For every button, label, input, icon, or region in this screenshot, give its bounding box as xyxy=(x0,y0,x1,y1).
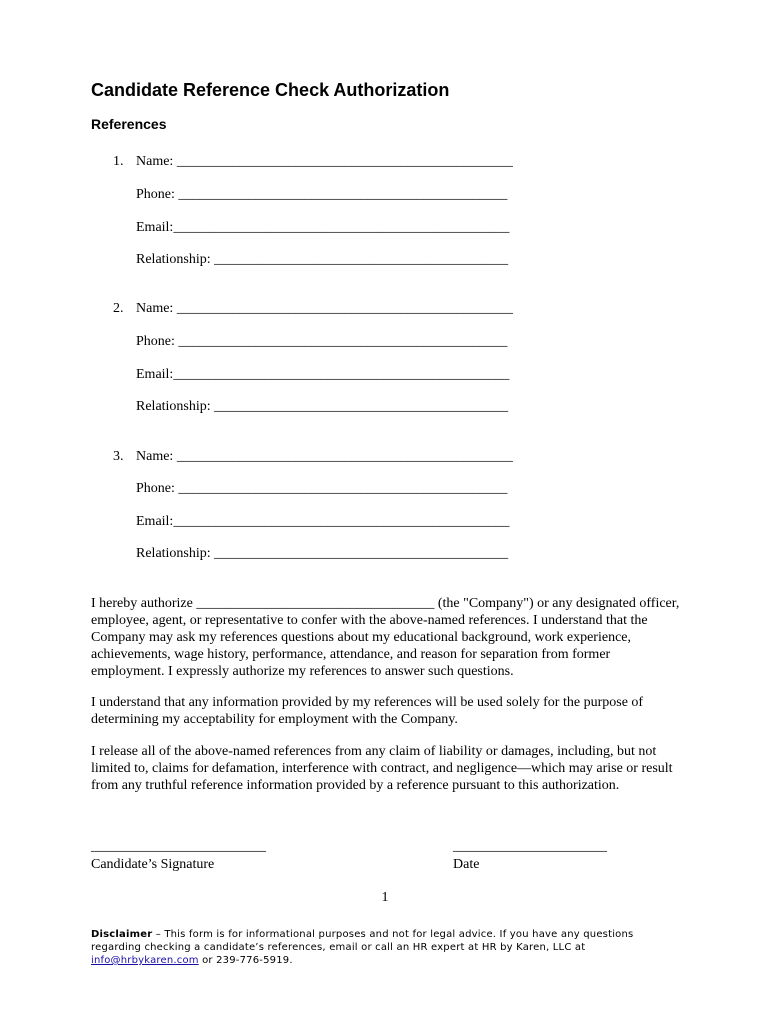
reference-phone-field[interactable]: Phone: _______________________________________________ xyxy=(136,481,508,496)
authorization-paragraph: I hereby authorize __________________________________ (the "Company") or any designated officer, employee, agent, or representative to confer with the above-named references. I understand that the Company may ask my references questions about my educational background, work experience, achievements, wage history, performance, attendance, and reason for separation from former employment. I expressly authorize my references to answer such questions. xyxy=(91,596,680,679)
reference-phone-field[interactable]: Phone: _______________________________________________ xyxy=(136,187,508,202)
reference-number: 1. xyxy=(113,154,124,169)
document-title: Candidate Reference Check Authorization xyxy=(91,80,450,100)
reference-number: 3. xyxy=(113,449,124,464)
disclaimer-phone-text: or 239-776-5919. xyxy=(198,955,293,966)
disclaimer-text: – This form is for informational purposes and not for legal advice. If you have any questions regarding checking a candidate’s references, email or call an HR expert at HR by Karen, LLC at xyxy=(91,929,634,953)
reference-email-field[interactable]: Email:________________________________________________ xyxy=(136,514,510,529)
usage-paragraph: I understand that any information provided by my references will be used solely for the purpose of determining my acceptability for employment with the Company. xyxy=(91,695,644,727)
signature-line[interactable]: _________________________ xyxy=(91,839,266,854)
date-label: Date xyxy=(453,857,480,872)
reference-name-field[interactable]: Name: ________________________________________________ xyxy=(136,449,513,464)
reference-email-field[interactable]: Email:________________________________________________ xyxy=(136,367,510,382)
reference-number: 2. xyxy=(113,301,124,316)
release-paragraph: I release all of the above-named references from any claim of liability or damages, including, but not limited to, claims for defamation, interference with contract, and negligence—which may arise or result from any truthful reference information provided by a reference pursuant to this authorization. xyxy=(91,744,673,793)
page-number: 1 xyxy=(381,890,389,905)
reference-name-field[interactable]: Name: ________________________________________________ xyxy=(136,301,513,316)
reference-relationship-field[interactable]: Relationship: __________________________________________ xyxy=(136,252,509,267)
reference-name-field[interactable]: Name: ________________________________________________ xyxy=(136,154,513,169)
date-line[interactable]: ______________________ xyxy=(453,839,607,854)
reference-relationship-field[interactable]: Relationship: __________________________________________ xyxy=(136,546,509,561)
signature-label: Candidate’s Signature xyxy=(91,857,215,872)
reference-phone-field[interactable]: Phone: _______________________________________________ xyxy=(136,334,508,349)
references-heading: References xyxy=(91,116,167,132)
reference-relationship-field[interactable]: Relationship: __________________________________________ xyxy=(136,399,509,414)
disclaimer xyxy=(91,928,676,967)
disclaimer-email-link[interactable]: info@hrbykaren.com xyxy=(91,955,199,966)
disclaimer-label: Disclaimer xyxy=(91,929,153,940)
reference-email-field[interactable]: Email:________________________________________________ xyxy=(136,220,510,235)
